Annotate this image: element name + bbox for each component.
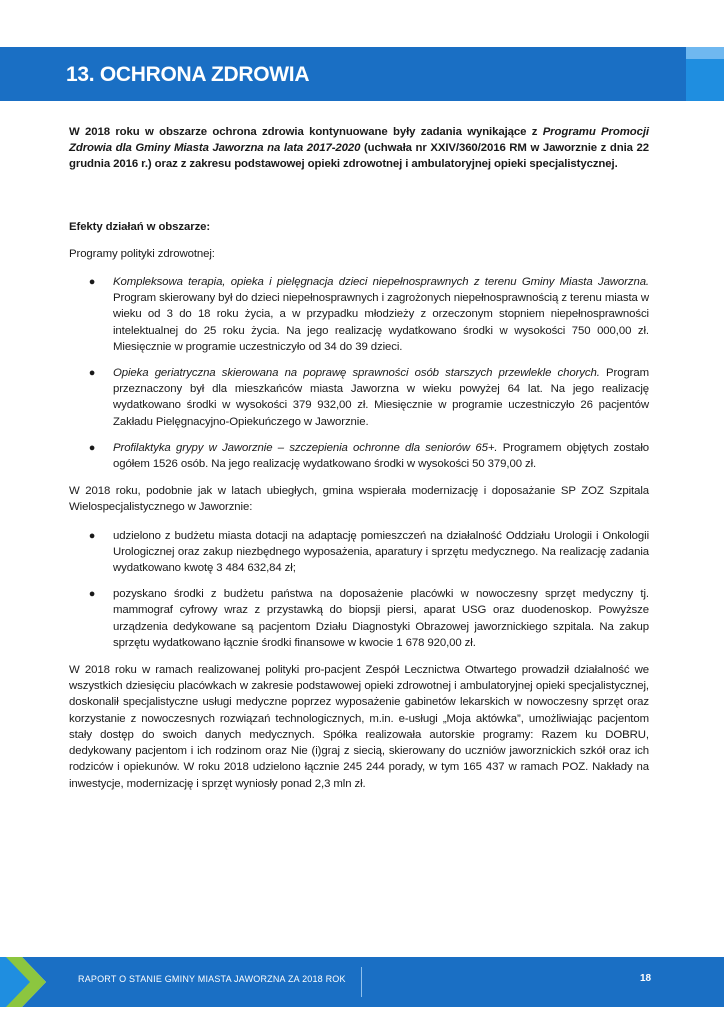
effects-heading: Efekty działań w obszarze: — [69, 220, 211, 233]
bullet-icon: ● — [88, 367, 96, 380]
closing-paragraph: W 2018 roku w ramach realizowanej polityki pro-pacjent Zespół Lecznictwa Otwartego prowadził działalność we wszystkich dziesięciu placówkach w zakresie podstawowej opieki zdrowotnej i ambulatoryjnej opieki specjalistycznej, doskonalił specjalistyczne usługi medyczne poprzez wyposażenie gabinetów lekarskich w nowoczesny sprzęt oraz korzystanie z nowoczesnych rozwiązań technologicznych, m.in. e-usługi „Moja aktówka”, umożliwiając pacjentom stały dostęp do swoich danych medycznych. Spółka realizowała autorskie programy: Razem ku DOBRU, dedykowany pacjentom i ich rodzinom oraz Nie (i)graj z siecią, skierowany do uczniów jaworznickich szkół oraz ich rodziców i opiekunów. W roku 2018 udzielono łącznie 245 244 porady, w tym 165 437 w ramach POZ. Nakłady na inwestycje, modernizację i sprzęt wyniosły ponad 2,3 mln zł. — [69, 664, 649, 790]
programs-list — [69, 274, 649, 472]
hospital-item-text: udzielono z budżetu miasta dotacji na adaptację pomieszczeń na działalność Oddziału Urologii i Onkologii Urologicznej oraz zakup niezbędnego wyposażenia, aparatury i sprzętu medycznego. Na realizację zadania wydatkowano kwotę 3 484 632,84 zł; — [113, 529, 649, 575]
bullet-icon: ● — [88, 529, 96, 542]
intro-paragraph — [69, 124, 649, 173]
list-item — [69, 365, 649, 430]
footer-report-title: RAPORT O STANIE GMINY MIASTA JAWORZNA ZA 2018 ROK — [78, 974, 346, 984]
hospital-item-text: pozyskano środki z budżetu państwa na doposażenie placówki w nowoczesny sprzęt medyczny tj. mammograf cyfrowy wraz z przystawką do biopsji piersi, aparat USG oraz duodenoskop. Powyższe urządzenia dedykowane są pacjentom Działu Diagnostyki Obrazowej jaworznickiego szpitala. Na zakup sprzętu wydatkowano łącznie środki finansowe w kwocie 1 678 920,00 zł. — [113, 588, 649, 649]
page-number: 18 — [640, 973, 652, 984]
bullet-icon: ● — [88, 588, 96, 601]
intro-program-title: Programu Promocji Zdrowia dla Gminy Miasta Jaworzna na lata 2017-2020 — [69, 126, 649, 155]
chevron-right-icon — [0, 957, 50, 1007]
hospital-list — [69, 528, 649, 651]
program-title: Kompleksowa terapia, opieka i pielęgnacja dzieci niepełnosprawnych z terenu Gminy Miasta Jaworzna. — [113, 276, 649, 289]
programs-label: Programy polityki zdrowotnej: — [69, 247, 215, 260]
list-item — [69, 440, 649, 472]
hospital-intro-paragraph: W 2018 roku, podobnie jak w latach ubiegłych, gmina wspierała modernizację i doposażanie SP ZOZ Szpitala Wielospecjalistycznego w Jaworznie: — [69, 485, 649, 514]
intro-text-start: W 2018 roku w obszarze ochrona zdrowia kontynuowane były zadania wynikające z — [69, 126, 543, 138]
list-item — [69, 528, 649, 577]
intro-text-end: (uchwała nr XXIV/360/2016 RM w Jaworznie z dnia 22 grudnia 2016 r.) oraz z zakresu podstawowej opieki zdrowotnej i ambulatoryjnej opieki specjalistycznej. — [69, 142, 649, 171]
chapter-title: 13. OCHRONA ZDROWIA — [66, 63, 310, 86]
header-accent-strip — [686, 47, 724, 59]
header-accent-block — [686, 59, 724, 101]
document-body — [69, 124, 649, 792]
program-description: Programem objętych zostało ogółem 1526 osób. Na jego realizację wydatkowano środki w wysokości 50 379,00 zł. — [113, 441, 649, 471]
list-item — [69, 586, 649, 651]
program-description: Program skierowany był do dzieci niepełnosprawnych i zagrożonych niepełnosprawnością z terenu miasta w wieku od 3 do 18 roku życia, a w przypadku młodzieży z orzeczonym stopniem niepełnosprawności intelektualnej do 25 roku życia. Na jego realizację wydatkowano środki w wysokości 750 000,00 zł. Miesięcznie w programie uczestniczyło od 34 do 39 dzieci. — [113, 292, 649, 353]
program-description: Program przeznaczony był dla mieszkańców miasta Jaworzna w wieku powyżej 64 lat. Na jego realizację wydatkowano środki w wysokości 379 932,00 zł. Miesięcznie w programie uczestniczyło 26 pacjentów Zakładu Pielęgnacyjno-Opiekuńczego w Jaworznie. — [113, 367, 649, 428]
bullet-icon: ● — [88, 441, 96, 454]
program-title: Profilaktyka grypy w Jaworznie – szczepienia ochronne dla seniorów 65+. — [113, 441, 498, 454]
bullet-icon: ● — [88, 276, 96, 289]
list-item — [69, 274, 649, 355]
program-title: Opieka geriatryczna skierowana na poprawę sprawności osób starszych przewlekle chorych. — [113, 367, 600, 380]
footer-divider — [361, 967, 362, 997]
